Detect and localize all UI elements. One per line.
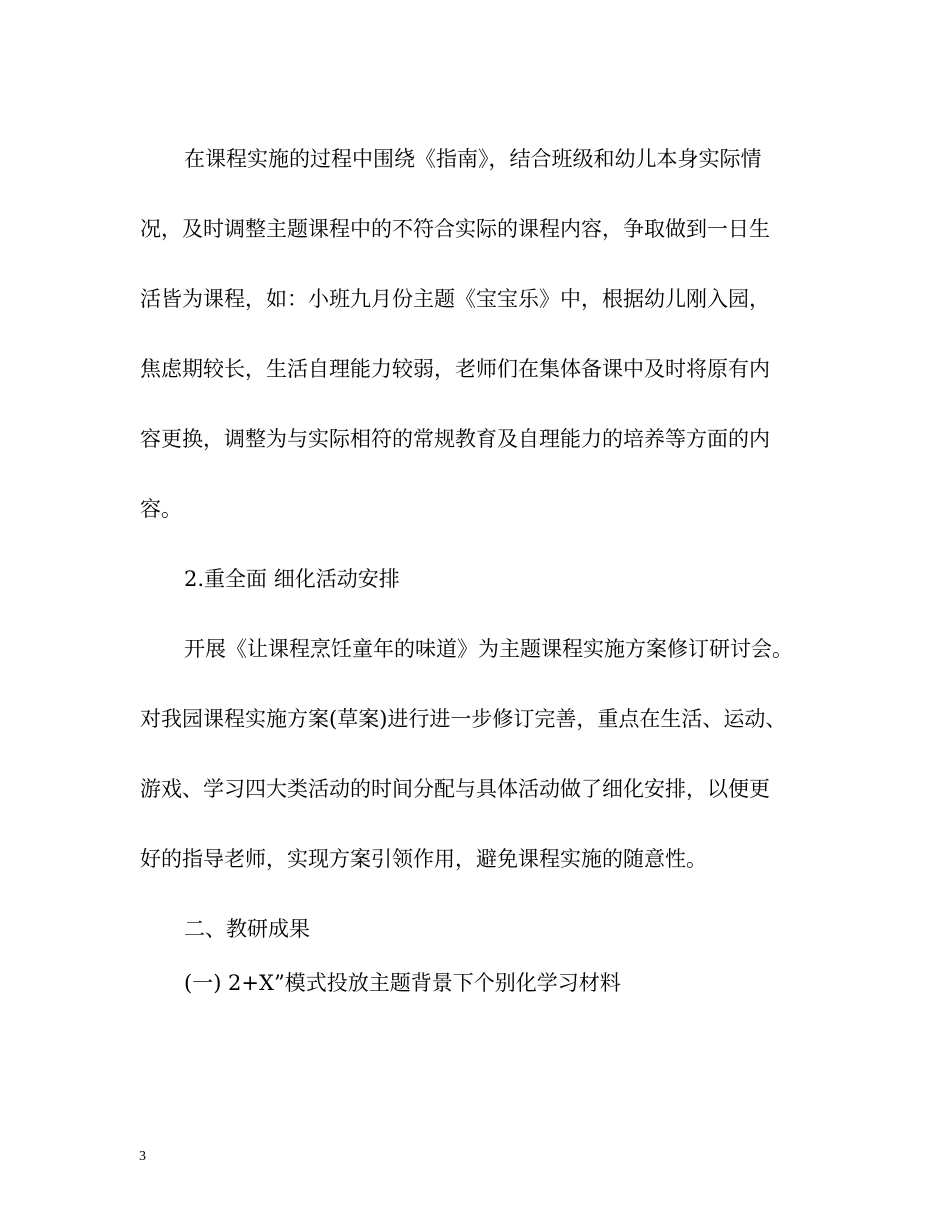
subsection-heading-1: (一) 2+X”模式投放主题背景下个别化学习材料 [184, 971, 621, 995]
paragraph-1-line-5: 容更换，调整为与实际相符的常规教育及自理能力的培养等方面的内 [140, 427, 770, 451]
paragraph-2-line-1: 开展《让课程烹饪童年的味道》为主题课程实施方案修订研讨会。 [184, 637, 793, 661]
paragraph-1-line-6: 容。 [140, 497, 182, 521]
paragraph-1-line-2: 况，及时调整主题课程中的不符合实际的课程内容，争取做到一日生 [140, 217, 770, 241]
paragraph-2-line-4: 好的指导老师，实现方案引领作用，避免课程实施的随意性。 [140, 847, 707, 871]
paragraph-1-line-1: 在课程实施的过程中围绕《指南》，结合班级和幼儿本身实际情 [184, 147, 762, 171]
paragraph-1-line-4: 焦虑期较长，生活自理能力较弱，老师们在集体备课中及时将原有内 [140, 357, 770, 381]
paragraph-2-line-2: 对我园课程实施方案(草案)进行进一步修订完善，重点在生活、运动、 [140, 707, 787, 731]
page-number: 3 [139, 1149, 146, 1164]
section-heading-2: 2.重全面 细化活动安排 [184, 567, 400, 591]
paragraph-2-line-3: 游戏、学习四大类活动的时间分配与具体活动做了细化安排，以便更 [140, 777, 770, 801]
section-heading-results: 二、教研成果 [184, 917, 310, 941]
paragraph-1-line-3: 活皆为课程，如：小班九月份主题《宝宝乐》中，根据幼儿刚入园， [140, 287, 770, 311]
